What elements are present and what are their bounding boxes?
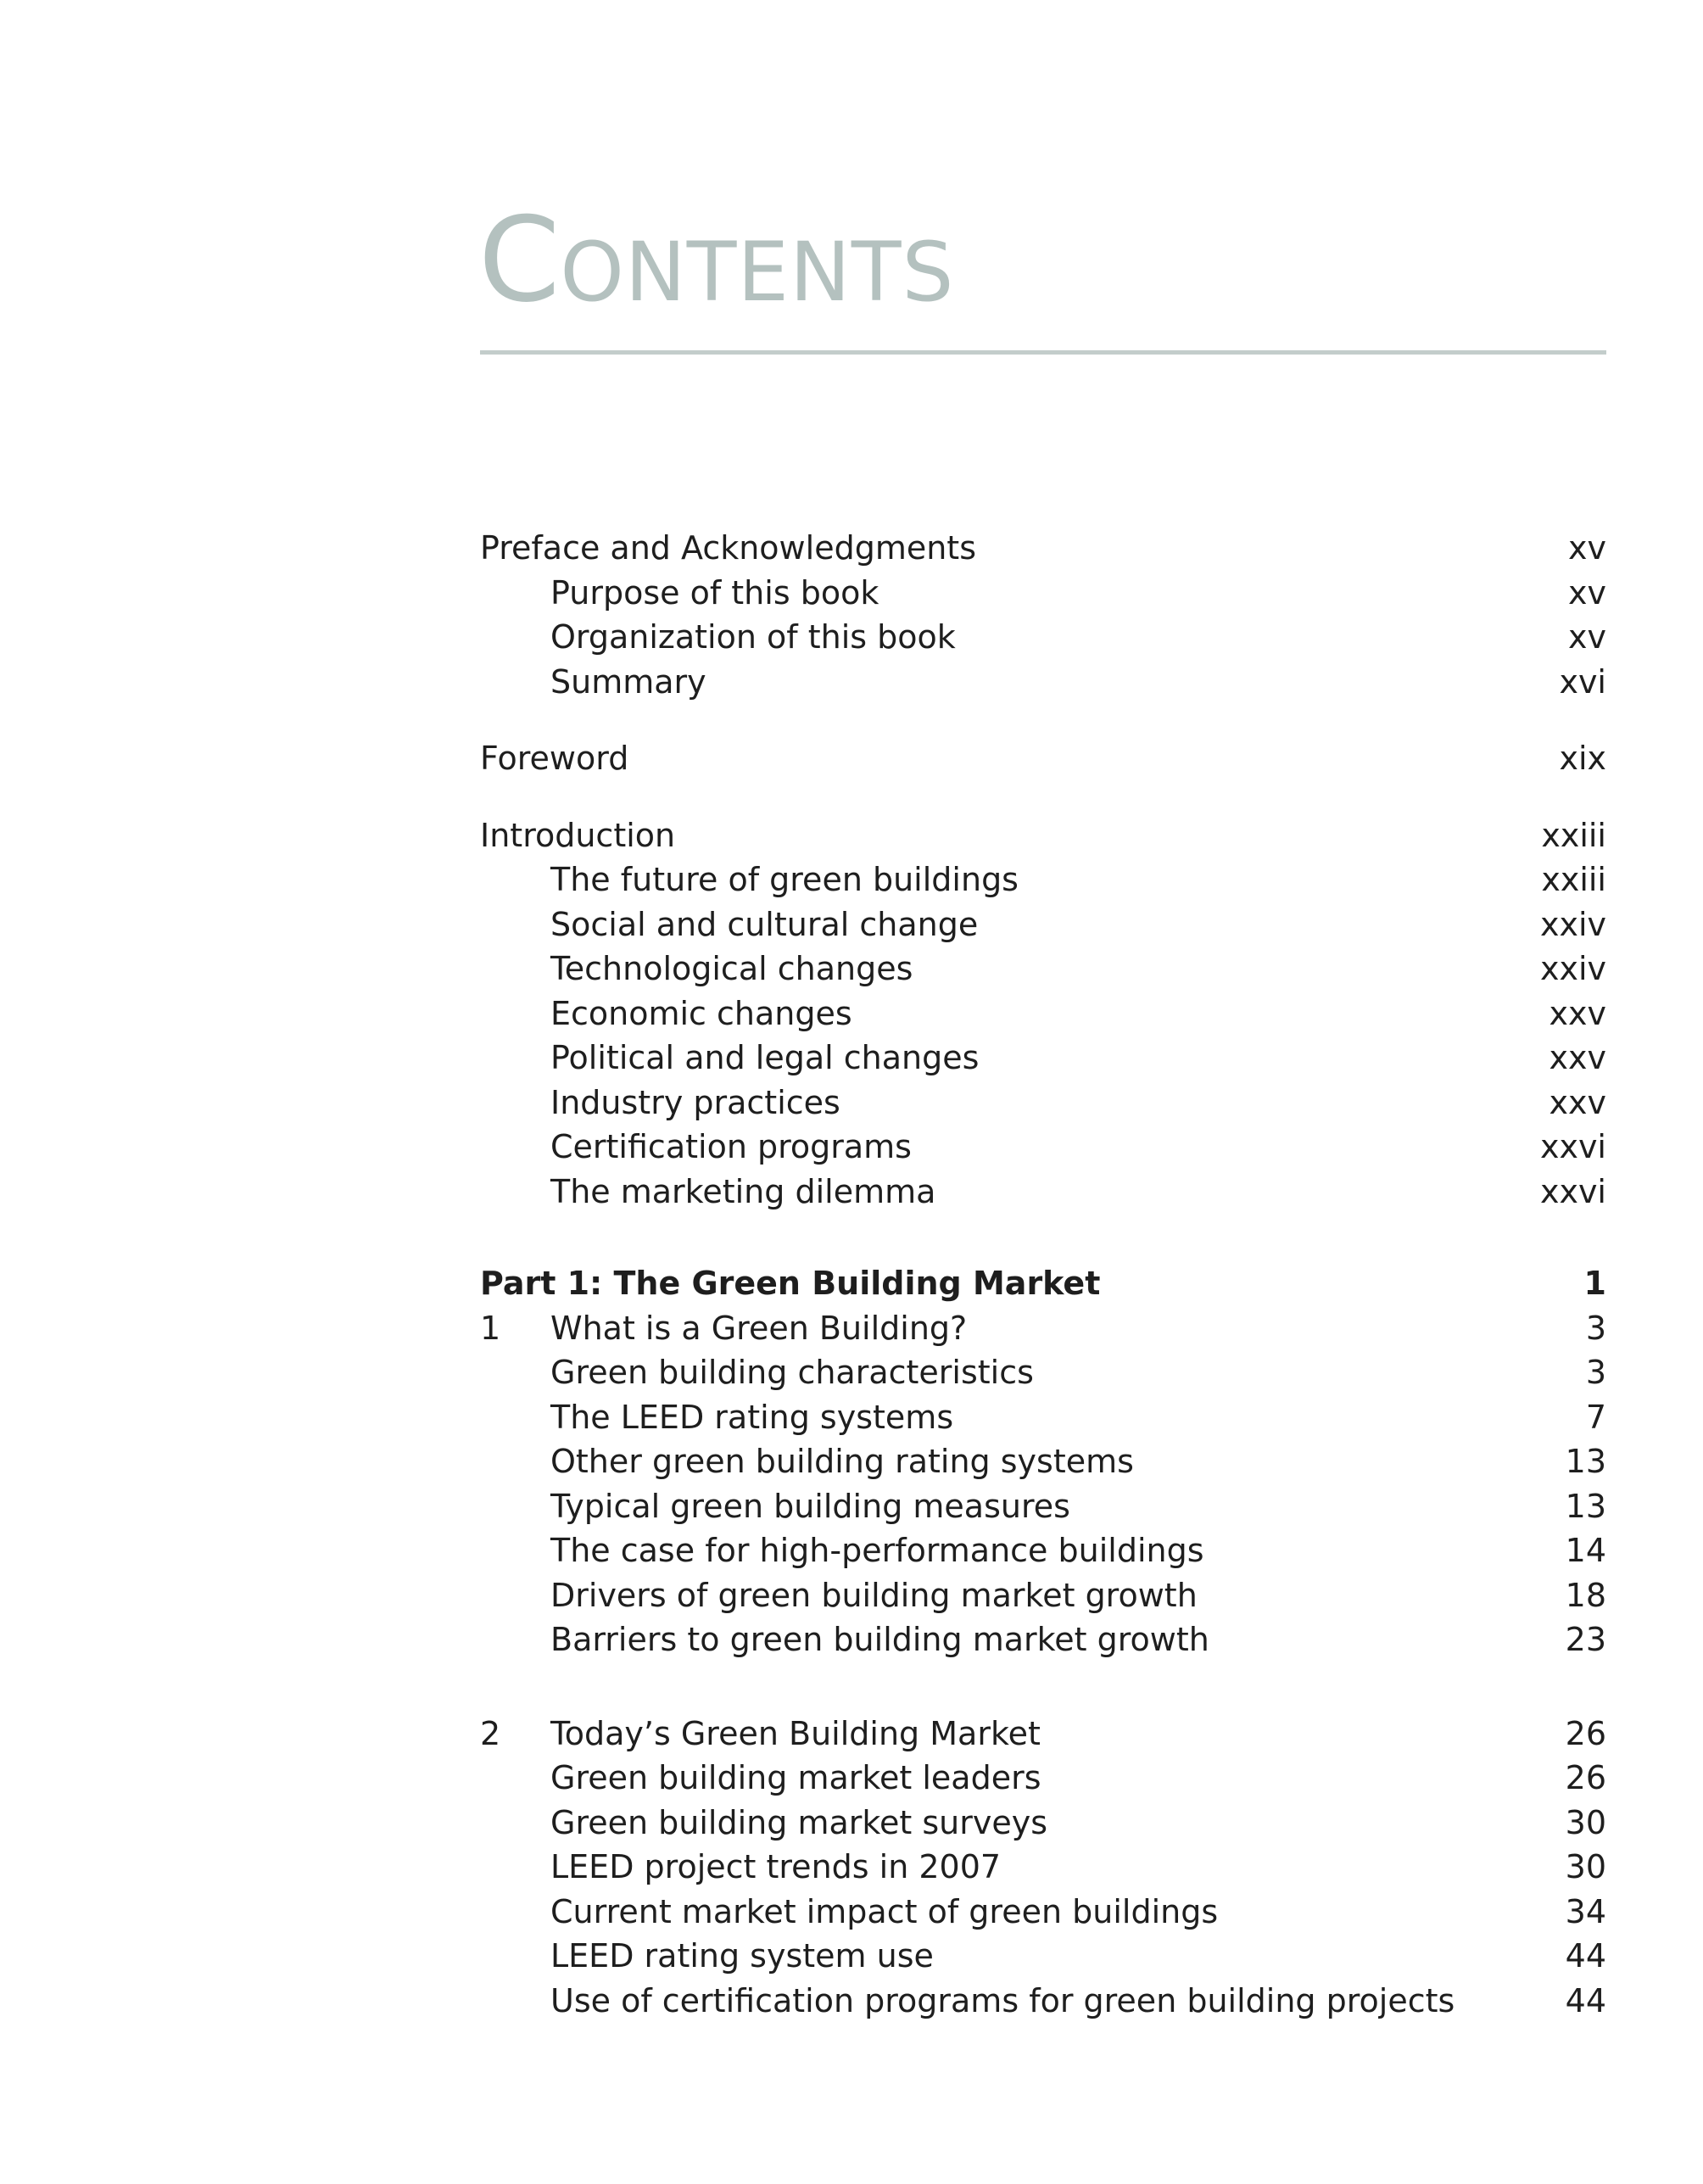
page-title: [478, 192, 955, 328]
toc-page: xv: [1568, 529, 1606, 567]
toc-page: 30: [1565, 1848, 1606, 1885]
chapter-number: 2: [480, 1714, 501, 1752]
toc-subentry[interactable]: [480, 1801, 1606, 1846]
toc-entry-preface[interactable]: [480, 526, 1606, 571]
toc-page: xxv: [1549, 994, 1606, 1032]
toc-subentry[interactable]: [480, 1439, 1606, 1484]
toc-label: Green building market surveys: [550, 1803, 1048, 1841]
toc-label: Organization of this book: [550, 618, 956, 656]
toc-entry-introduction[interactable]: [480, 813, 1606, 858]
toc-page: 13: [1565, 1443, 1606, 1480]
toc-subentry[interactable]: [480, 947, 1606, 991]
toc-label: LEED rating system use: [550, 1937, 934, 1975]
toc-label: Technological changes: [550, 950, 913, 987]
toc-label: LEED project trends in 2007: [550, 1848, 1002, 1885]
toc-subentry[interactable]: [480, 1573, 1606, 1618]
spacer: [480, 704, 1606, 736]
toc-label: What is a Green Building?: [550, 1309, 968, 1347]
toc-label: Purpose of this book: [550, 573, 879, 612]
toc-page: 26: [1565, 1714, 1606, 1752]
toc-subentry[interactable]: [480, 615, 1606, 660]
toc-page: xxv: [1549, 1083, 1606, 1121]
title-rest: ONTENTS: [560, 225, 955, 320]
toc-subentry[interactable]: [480, 1170, 1606, 1215]
title-rule: [480, 350, 1606, 355]
toc-page: 30: [1565, 1803, 1606, 1841]
toc-label: The future of green buildings: [550, 861, 1019, 898]
toc-label: Introduction: [480, 816, 676, 854]
toc-label: Preface and Acknowledgments: [480, 529, 976, 567]
toc-entry-chapter-2[interactable]: [480, 1712, 1606, 1757]
toc-subentry[interactable]: [480, 991, 1606, 1036]
spacer: [480, 1662, 1606, 1712]
toc-subentry[interactable]: [480, 1934, 1606, 1979]
toc-subentry[interactable]: [480, 1036, 1606, 1081]
toc-subentry[interactable]: [480, 1979, 1606, 2024]
toc-label: Social and cultural change: [550, 905, 979, 943]
toc-subentry[interactable]: [480, 1484, 1606, 1529]
toc-label: Today’s Green Building Market: [550, 1714, 1041, 1752]
toc-entry-chapter-1[interactable]: [480, 1306, 1606, 1351]
toc-page: xix: [1559, 740, 1606, 777]
toc-subentry[interactable]: [480, 571, 1606, 616]
toc-label: Part 1: The Green Building Market: [480, 1265, 1101, 1302]
toc-subentry[interactable]: [480, 1756, 1606, 1801]
toc-label: Use of certification programs for green building projects: [550, 1981, 1455, 2019]
toc-page: 34: [1565, 1892, 1606, 1930]
toc-page: xv: [1568, 618, 1606, 656]
toc-subentry[interactable]: [480, 1125, 1606, 1170]
toc-subentry[interactable]: [480, 902, 1606, 947]
toc-label: Political and legal changes: [550, 1039, 980, 1076]
toc-label: Current market impact of green buildings: [550, 1892, 1219, 1930]
toc-page: 18: [1565, 1576, 1606, 1614]
toc-entry-part-1[interactable]: [480, 1261, 1606, 1306]
toc-page: 44: [1565, 1981, 1606, 2019]
spacer: [480, 1214, 1606, 1261]
toc-label: Foreword: [480, 740, 629, 777]
toc-label: Certification programs: [550, 1128, 912, 1165]
toc-subentry[interactable]: [480, 1528, 1606, 1573]
toc-label: Typical green building measures: [550, 1487, 1070, 1525]
toc-page: 7: [1585, 1398, 1606, 1436]
toc-page: 23: [1565, 1621, 1606, 1658]
chapter-number: 1: [480, 1309, 501, 1347]
toc-subentry[interactable]: [480, 660, 1606, 705]
toc-page: xxiv: [1539, 950, 1606, 987]
toc-subentry[interactable]: [480, 1845, 1606, 1890]
toc-page: xxvi: [1539, 1128, 1606, 1165]
toc-page: xxv: [1549, 1039, 1606, 1076]
toc-label: Industry practices: [550, 1083, 840, 1121]
toc-subentry[interactable]: [480, 1395, 1606, 1440]
toc-page: 44: [1565, 1937, 1606, 1975]
toc-label: The marketing dilemma: [550, 1172, 936, 1210]
table-of-contents: [480, 526, 1606, 2023]
toc-label: Other green building rating systems: [550, 1443, 1134, 1480]
toc-page: 3: [1585, 1354, 1606, 1391]
toc-subentry[interactable]: [480, 1617, 1606, 1662]
toc-subentry[interactable]: [480, 857, 1606, 902]
title-initial: C: [478, 192, 561, 328]
toc-subentry[interactable]: [480, 1350, 1606, 1395]
toc-page: xxiii: [1541, 816, 1606, 854]
toc-page: 13: [1565, 1487, 1606, 1525]
toc-page: xxiv: [1539, 905, 1606, 943]
toc-entry-foreword[interactable]: [480, 736, 1606, 781]
toc-label: Summary: [550, 662, 706, 701]
toc-page: xxvi: [1539, 1172, 1606, 1210]
toc-subentry[interactable]: [480, 1081, 1606, 1126]
toc-page: xxiii: [1541, 861, 1606, 898]
toc-page: 1: [1583, 1265, 1606, 1302]
toc-label: Economic changes: [550, 994, 852, 1032]
toc-page: xv: [1568, 573, 1606, 612]
toc-label: Green building market leaders: [550, 1759, 1041, 1796]
toc-page: 26: [1565, 1759, 1606, 1796]
toc-subentry[interactable]: [480, 1890, 1606, 1935]
toc-label: Green building characteristics: [550, 1354, 1034, 1391]
spacer: [480, 781, 1606, 813]
toc-label: The LEED rating systems: [550, 1398, 954, 1436]
toc-page: 3: [1585, 1309, 1606, 1347]
toc-label: The case for high-performance buildings: [550, 1532, 1204, 1569]
toc-page: 14: [1565, 1532, 1606, 1569]
toc-page: xvi: [1559, 662, 1606, 701]
toc-label: Barriers to green building market growth: [550, 1621, 1209, 1658]
toc-label: Drivers of green building market growth: [550, 1576, 1198, 1614]
